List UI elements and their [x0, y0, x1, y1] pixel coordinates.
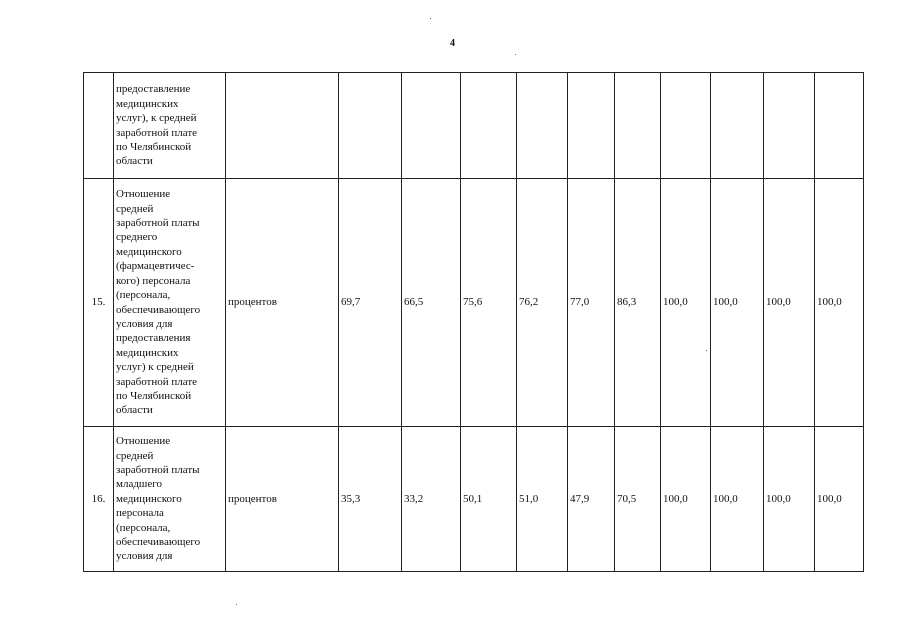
- value-cell: 100,0: [711, 179, 764, 427]
- table-row: [84, 427, 864, 572]
- value-cell: 51,0: [517, 427, 568, 572]
- value-cell: 69,7: [339, 179, 402, 427]
- table-row: [84, 73, 864, 179]
- value-cell: [568, 73, 615, 179]
- value-cell: 100,0: [764, 427, 815, 572]
- value-cell: 47,9: [568, 427, 615, 572]
- value-cell: 76,2: [517, 179, 568, 427]
- value-cell: [461, 73, 517, 179]
- indicator-description: Отношение средней заработной платы среднего медицинского (фармацевтичес- кого) персонала (персонала, обеспечивающего условия для предоставления медицинских услуг) к средней заработной плате по Челябинской области: [114, 179, 226, 427]
- value-cell: [517, 73, 568, 179]
- indicator-description: предоставление медицинских услуг), к средней заработной плате по Челябинской области: [114, 73, 226, 179]
- value-cell: 100,0: [815, 179, 864, 427]
- value-cell: 35,3: [339, 427, 402, 572]
- value-cell: 100,0: [815, 427, 864, 572]
- value-cell: [764, 73, 815, 179]
- table-row: [84, 179, 864, 427]
- row-number: 15.: [84, 179, 114, 427]
- value-cell: 66,5: [402, 179, 461, 427]
- value-cell: 75,6: [461, 179, 517, 427]
- value-cell: [615, 73, 661, 179]
- unit-cell: процентов: [226, 427, 339, 572]
- value-cell: 33,2: [402, 427, 461, 572]
- row-number: [84, 73, 114, 179]
- value-cell: 86,3: [615, 179, 661, 427]
- value-cell: [402, 73, 461, 179]
- value-cell: 100,0: [661, 179, 711, 427]
- value-cell: [339, 73, 402, 179]
- value-cell: 100,0: [764, 179, 815, 427]
- unit-cell: процентов: [226, 179, 339, 427]
- scan-speck: [515, 54, 516, 55]
- value-cell: 50,1: [461, 427, 517, 572]
- row-number: 16.: [84, 427, 114, 572]
- scan-speck: [236, 604, 237, 605]
- value-cell: 70,5: [615, 427, 661, 572]
- indicator-description: Отношение средней заработной платы младшего медицинского персонала (персонала, обеспечивающего условия для: [114, 427, 226, 572]
- indicator-table: [83, 72, 864, 572]
- value-cell: [815, 73, 864, 179]
- scan-speck: [430, 18, 431, 19]
- value-cell: 77,0: [568, 179, 615, 427]
- value-cell: [661, 73, 711, 179]
- value-cell: 100,0: [661, 427, 711, 572]
- unit-cell: [226, 73, 339, 179]
- value-cell: [711, 73, 764, 179]
- value-cell: 100,0: [711, 427, 764, 572]
- page-number: 4: [450, 38, 455, 49]
